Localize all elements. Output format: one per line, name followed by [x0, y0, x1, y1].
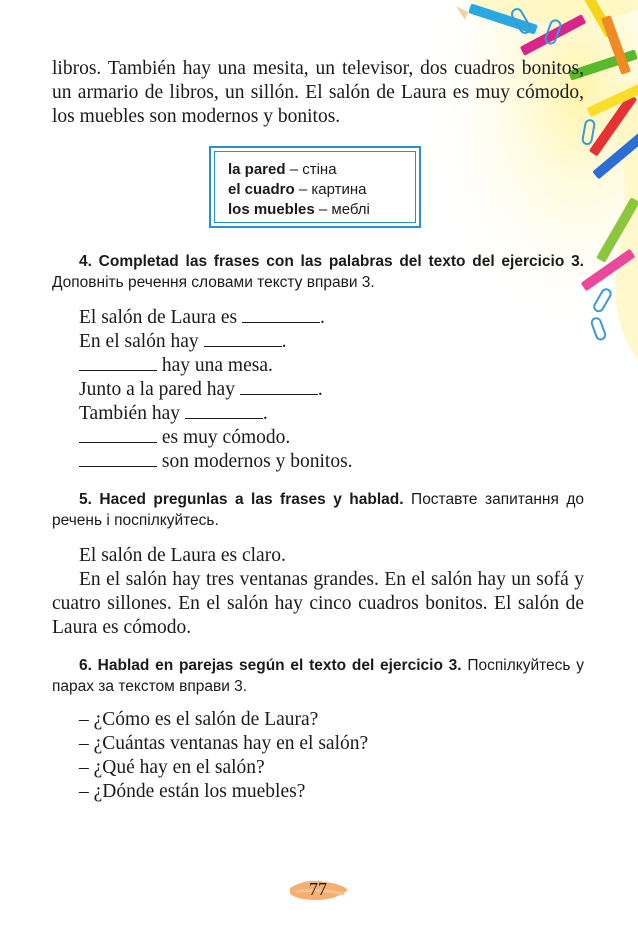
page-number: 77 [309, 879, 327, 899]
sentence-line: hay una mesa. [79, 354, 584, 378]
sentence-line: En el salón hay . [79, 331, 287, 352]
task-4-heading: 4. Completad las frases con las palabras del texto del ejercicio 3. Доповніть речення словами тексту вправи 3. [52, 253, 584, 291]
intro-paragraph: libros. También hay una mesita, un televisor, dos cuadros bonitos, un armario de libros, un sillón. El salón de Laura es muy cómodo, los muebles son modernos y bonitos. [52, 58, 584, 127]
blank-field[interactable] [242, 307, 320, 323]
task-5-text [52, 544, 584, 640]
task-6-heading: 6. Hablad en parejas según el texto del ejercicio 3. Поспілкуйтесь у парах за текстом вправи 3. [52, 657, 584, 695]
blank-field[interactable] [185, 403, 263, 419]
sentence-line: El salón de Laura es . [79, 307, 325, 328]
sentence-line: También hay . [79, 403, 268, 424]
task-5-heading: 5. Haced pregunlas a las frases y hablad. Поставте запитання до речень і поспілкуйтесь. [52, 491, 584, 529]
vocab-row: la pared – стіна [228, 161, 337, 178]
sentence-line: son modernos y bonitos. [79, 450, 584, 474]
vocabulary-box [209, 146, 421, 228]
question-line: – ¿Dónde están los muebles? [79, 781, 306, 802]
blank-field[interactable] [79, 451, 157, 467]
blank-field[interactable] [79, 427, 157, 443]
vocab-row: el cuadro – картина [228, 181, 367, 198]
sentence-line: Junto a la pared hay . [79, 379, 323, 400]
blank-field[interactable] [240, 379, 318, 395]
vocab-row: los muebles – меблі [228, 201, 370, 218]
task-5-paragraph: En el salón hay tres ventanas grandes. En el salón hay un sofá y cuatro sillones. En el salón hay cinco cuadros bonitos. El salón de Laura es cómodo. [52, 569, 584, 638]
blank-field[interactable] [204, 331, 282, 347]
sentence-line: es muy cómodo. [79, 426, 584, 450]
task-4-sentences [79, 306, 584, 474]
task-5-line: El salón de Laura es claro. [79, 545, 286, 566]
question-line: – ¿Qué hay en el salón? [79, 757, 265, 778]
task-6-questions [79, 708, 584, 804]
blank-field[interactable] [79, 355, 157, 371]
question-line: – ¿Cuántas ventanas hay en el salón? [79, 733, 369, 754]
question-line: – ¿Cómo es el salón de Laura? [79, 709, 319, 730]
page-number-badge [286, 870, 350, 910]
